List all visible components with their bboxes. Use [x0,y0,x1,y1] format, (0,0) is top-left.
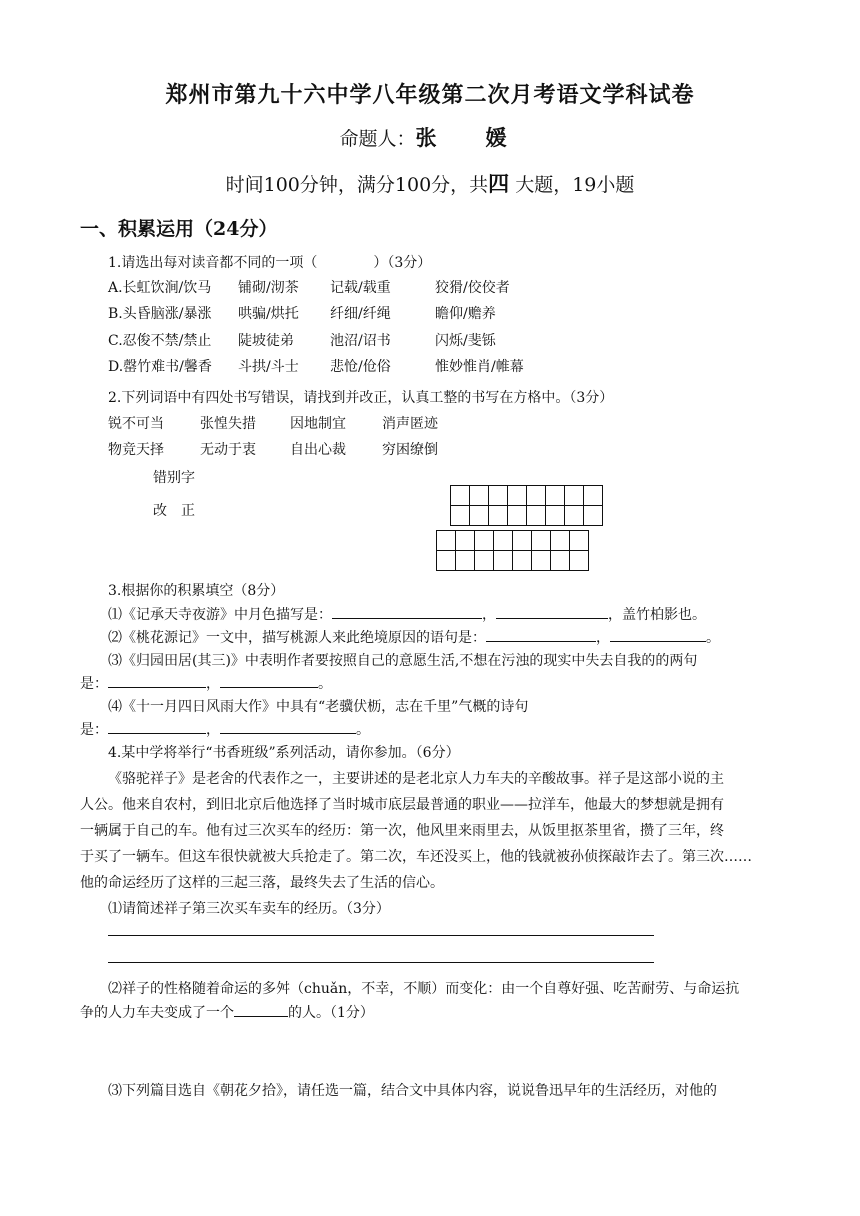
q1-option-c-3: 池沼/诏书 [330,333,391,349]
q2-word: 消声匿迹 [382,416,438,432]
q2-word: 张惶失措 [200,416,256,432]
exam-info-post: 大题，19小题 [509,174,635,196]
q4-passage-line: 他的命运经历了这样的三起三落，最终失去了生活的信心。 [80,875,444,891]
q4-sub-1: ⑴请简述祥子第三次买车卖车的经历。（3分） [108,901,390,917]
q3-line-2: ⑵《桃花源记》一文中，描写桃源人来此绝境原因的语句是： ， 。 [108,627,720,647]
q4-sub-2-line-2: 争的人力车夫变成了一个 的人。（1分） [80,1002,374,1022]
author-name: 张 媛 [415,125,521,150]
q1-option-c-4: 闪烁/斐铄 [435,333,496,349]
q2-wrong-label: 错别字 [153,470,195,486]
q2-word: 物竞天择 [108,442,164,458]
q1-option-d-2: 斗拱/斗士 [238,359,299,375]
q3-line-3-answer: 是： ， 。 [80,673,332,693]
q2-wrong-grid[interactable] [450,485,603,526]
q2-word: 自出心裁 [290,442,346,458]
fill-blank[interactable] [332,604,482,619]
q1-option-d-3: 悲怆/伧俗 [330,359,391,375]
fill-blank[interactable] [220,719,356,734]
fill-blank[interactable] [610,627,706,642]
q1-option-c-2: 陡坡徒弟 [238,333,294,349]
exam-info-count: 四 [488,171,510,196]
q1-option-a-2: 铺砌/沏茶 [238,280,299,296]
q1-option-c-1: C.忍俊不禁/禁止 [108,333,212,349]
fill-blank[interactable] [486,627,596,642]
q1-option-d-4: 惟妙惟肖/帷幕 [435,359,524,375]
author-line [0,122,860,152]
q4-stem: 4.某中学将举行“书香班级”系列活动，请你参加。（6分） [108,745,460,761]
q2-correct-grid[interactable] [436,530,589,571]
q3-stem: 3.根据你的积累填空（8分） [108,583,285,599]
q1-option-a-4: 狡猾/佼佼者 [435,280,510,296]
q4-sub-3: ⑶下列篇目选自《朝花夕拾》，请任选一篇，结合文中具体内容，说说鲁迅早年的生活经历，对他的 [108,1083,717,1099]
q4-passage-line: 一辆属于自己的车。他有过三次买车的经历：第一次，他风里来雨里去，从饭里抠茶里省，攒了三年，终 [80,823,724,839]
q1-stem: 1.请选出每对读音都不同的一项（ ）（3分） [108,255,432,271]
q1-option-a-3: 记载/载重 [330,280,391,296]
q4-passage-line: 《骆驼祥子》是老舍的代表作之一，主要讲述的是老北京人力车夫的辛酸故事。祥子是这部小说的主 [108,771,724,787]
section-heading-1: 一、积累运用（24分） [80,218,278,240]
q3-line-3: ⑶《归园田居(其三)》中表明作者要按照自己的意愿生活,不想在污浊的现实中失去自我的的两句 [108,653,698,669]
q1-option-d-1: D.罄竹难书/馨香 [108,359,212,375]
fill-blank[interactable] [220,673,318,688]
q3-line-4: ⑷《十一月四日风雨大作》中具有“老骥伏枥，志在千里”气概的诗句 [108,699,529,715]
q1-option-a-1: A.长虹饮涧/饮马 [108,280,212,296]
q2-word: 因地制宜 [290,416,346,432]
author-label: 命题人： [339,128,416,150]
q2-stem: 2.下列词语中有四处书写错误，请找到并改正，认真工整的书写在方格中。（3分） [108,390,614,406]
fill-blank[interactable] [108,719,206,734]
exam-info-pre: 时间100分钟，满分100分，共 [225,174,489,196]
q2-word: 无动于衷 [200,442,256,458]
q4-passage-line: 于买了一辆车。但这车很快就被大兵抢走了。第二次，车还没买上，他的钱就被孙侦探敲诈去了。第三次…… [80,849,752,865]
q2-word: 穷困缭倒 [382,442,438,458]
q3-line-4-answer: 是： ， 。 [80,719,370,739]
fill-blank[interactable] [234,1002,288,1017]
q1-option-b-3: 纤细/纤绳 [330,306,391,322]
exam-info [0,168,860,198]
q3-line-1: ⑴《记承天寺夜游》中月色描写是： ， ，盖竹柏影也。 [108,604,706,624]
fill-blank[interactable] [108,673,206,688]
answer-line[interactable] [108,962,654,963]
q4-passage-line: 人公。他来自农村，到旧北京后他选择了当时城市底层最普通的职业——拉洋车，他最大的梦想就是拥有 [80,797,724,813]
fill-blank[interactable] [496,604,608,619]
q1-option-b-1: B.头昏脑涨/暴涨 [108,306,212,322]
page-title: 郑州市第九十六中学八年级第二次月考语文学科试卷 [165,82,695,108]
q2-word: 锐不可当 [108,416,164,432]
q2-correct-label: 改 正 [153,503,195,519]
q1-option-b-2: 哄骗/烘托 [238,306,299,322]
answer-line[interactable] [108,935,654,936]
q1-option-b-4: 瞻仰/赡养 [435,306,496,322]
q4-sub-2-line-1: ⑵祥子的性格随着命运的多舛（chuǎn，不幸，不顺）而变化：由一个自尊好强、吃苦耐劳、与命运抗 [108,981,740,997]
